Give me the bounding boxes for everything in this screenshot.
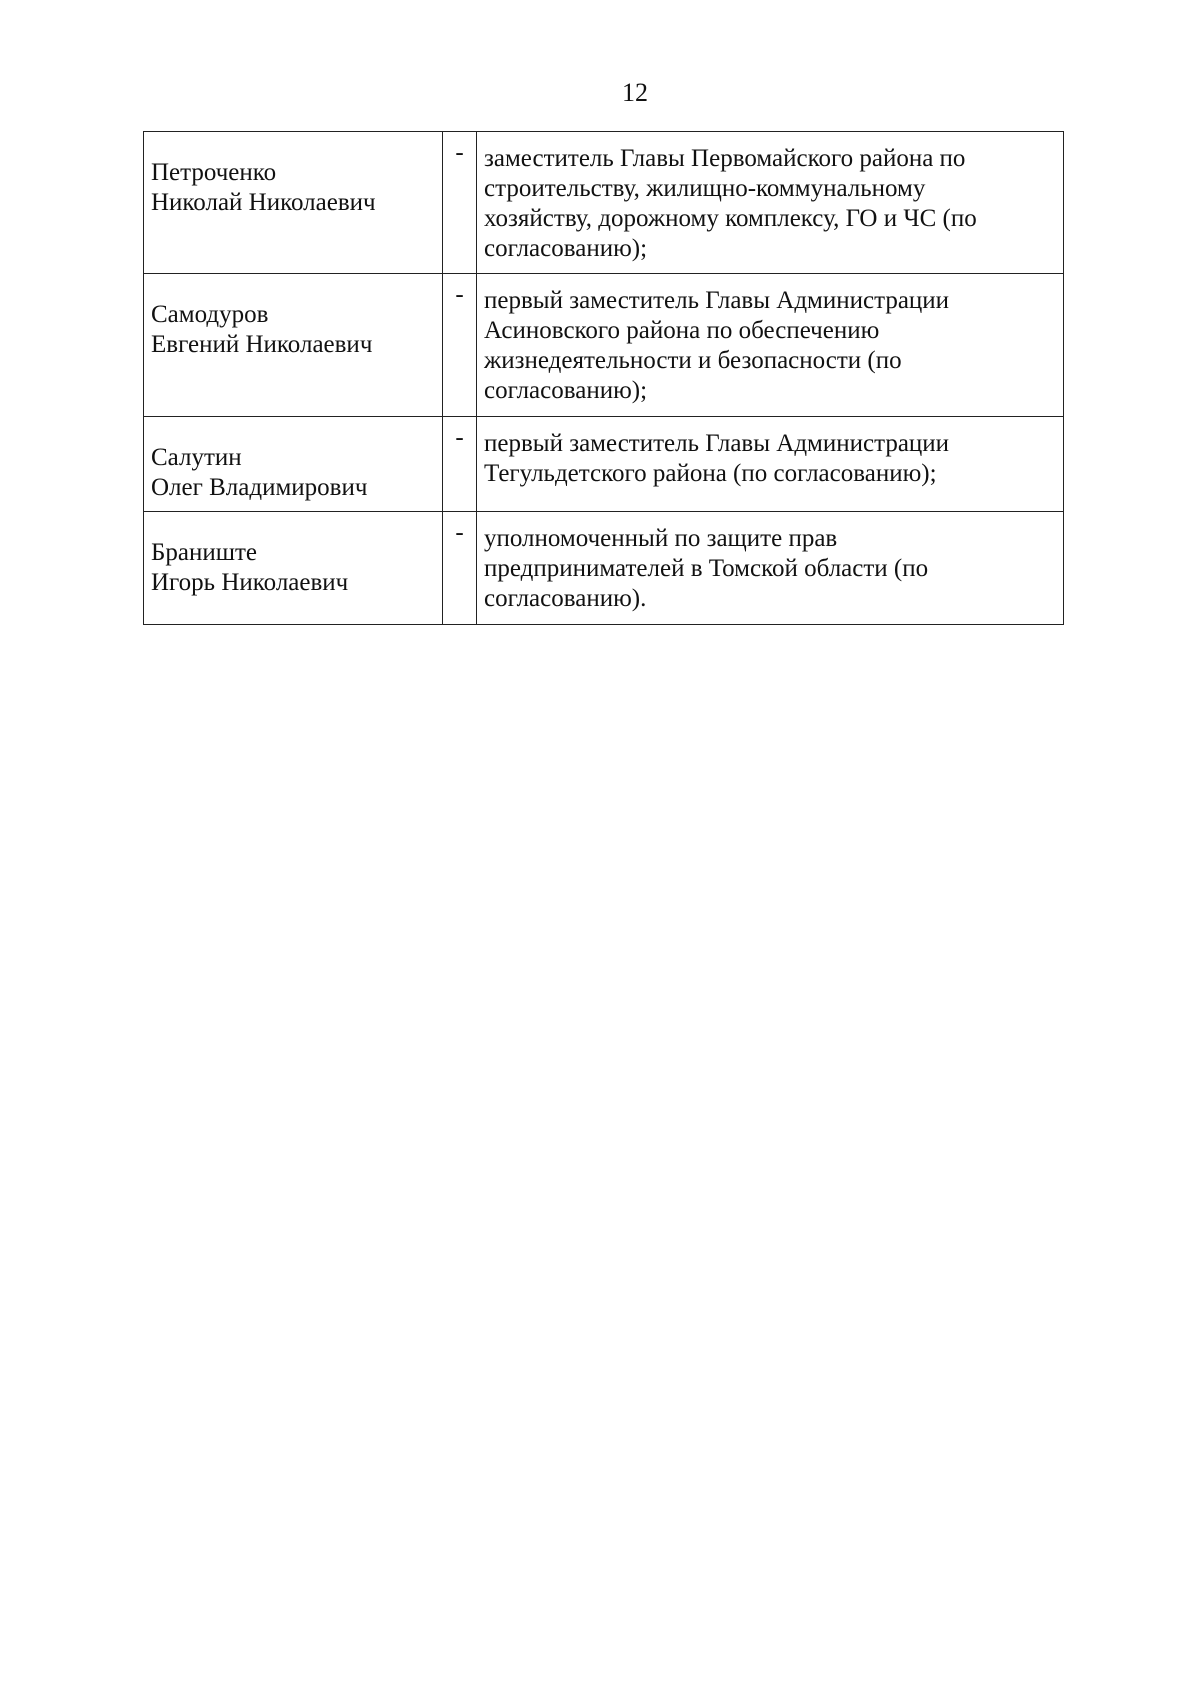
dash-cell: -	[443, 132, 477, 274]
description-line: согласованию);	[484, 235, 648, 262]
description-line: заместитель Главы Первомайского района по	[484, 145, 966, 172]
member-given-names: Евгений Николаевич	[151, 331, 373, 358]
description-line: Тегульдетского района (по согласованию);	[484, 460, 937, 487]
member-name-cell	[144, 274, 443, 417]
description-line: жизнедеятельности и безопасности (по	[484, 347, 902, 374]
dash-cell: -	[443, 274, 477, 417]
description-line: строительству, жилищно-коммунальному	[484, 175, 926, 202]
dash-cell: -	[443, 512, 477, 625]
member-description-cell	[477, 417, 1064, 512]
member-description-cell	[477, 512, 1064, 625]
member-name-cell	[144, 132, 443, 274]
description-line: хозяйству, дорожному комплексу, ГО и ЧС (по	[484, 205, 977, 232]
table-row	[144, 132, 1064, 274]
member-given-names: Олег Владимирович	[151, 474, 368, 501]
member-surname: Салутин	[151, 444, 242, 471]
member-description-cell	[477, 274, 1064, 417]
description-line: согласованию);	[484, 377, 648, 404]
member-surname: Браниште	[151, 539, 257, 566]
member-surname: Самодуров	[151, 301, 269, 328]
member-surname: Петроченко	[151, 159, 277, 186]
description-line: предпринимателей в Томской области (по	[484, 555, 929, 582]
table-row	[144, 417, 1064, 512]
members-table	[143, 131, 1064, 625]
dash-cell: -	[443, 417, 477, 512]
member-name-cell	[144, 417, 443, 512]
page-number: 12	[622, 78, 648, 107]
description-line: Асиновского района по обеспечению	[484, 317, 880, 344]
description-line: первый заместитель Главы Администрации	[484, 430, 950, 457]
member-given-names: Игорь Николаевич	[151, 569, 349, 596]
description-line: первый заместитель Главы Администрации	[484, 287, 950, 314]
member-description-cell	[477, 132, 1064, 274]
member-given-names: Николай Николаевич	[151, 189, 376, 216]
table-row	[144, 512, 1064, 625]
member-name-cell	[144, 512, 443, 625]
description-line: уполномоченный по защите прав	[484, 525, 838, 552]
table-row	[144, 274, 1064, 417]
description-line: согласованию).	[484, 585, 647, 612]
